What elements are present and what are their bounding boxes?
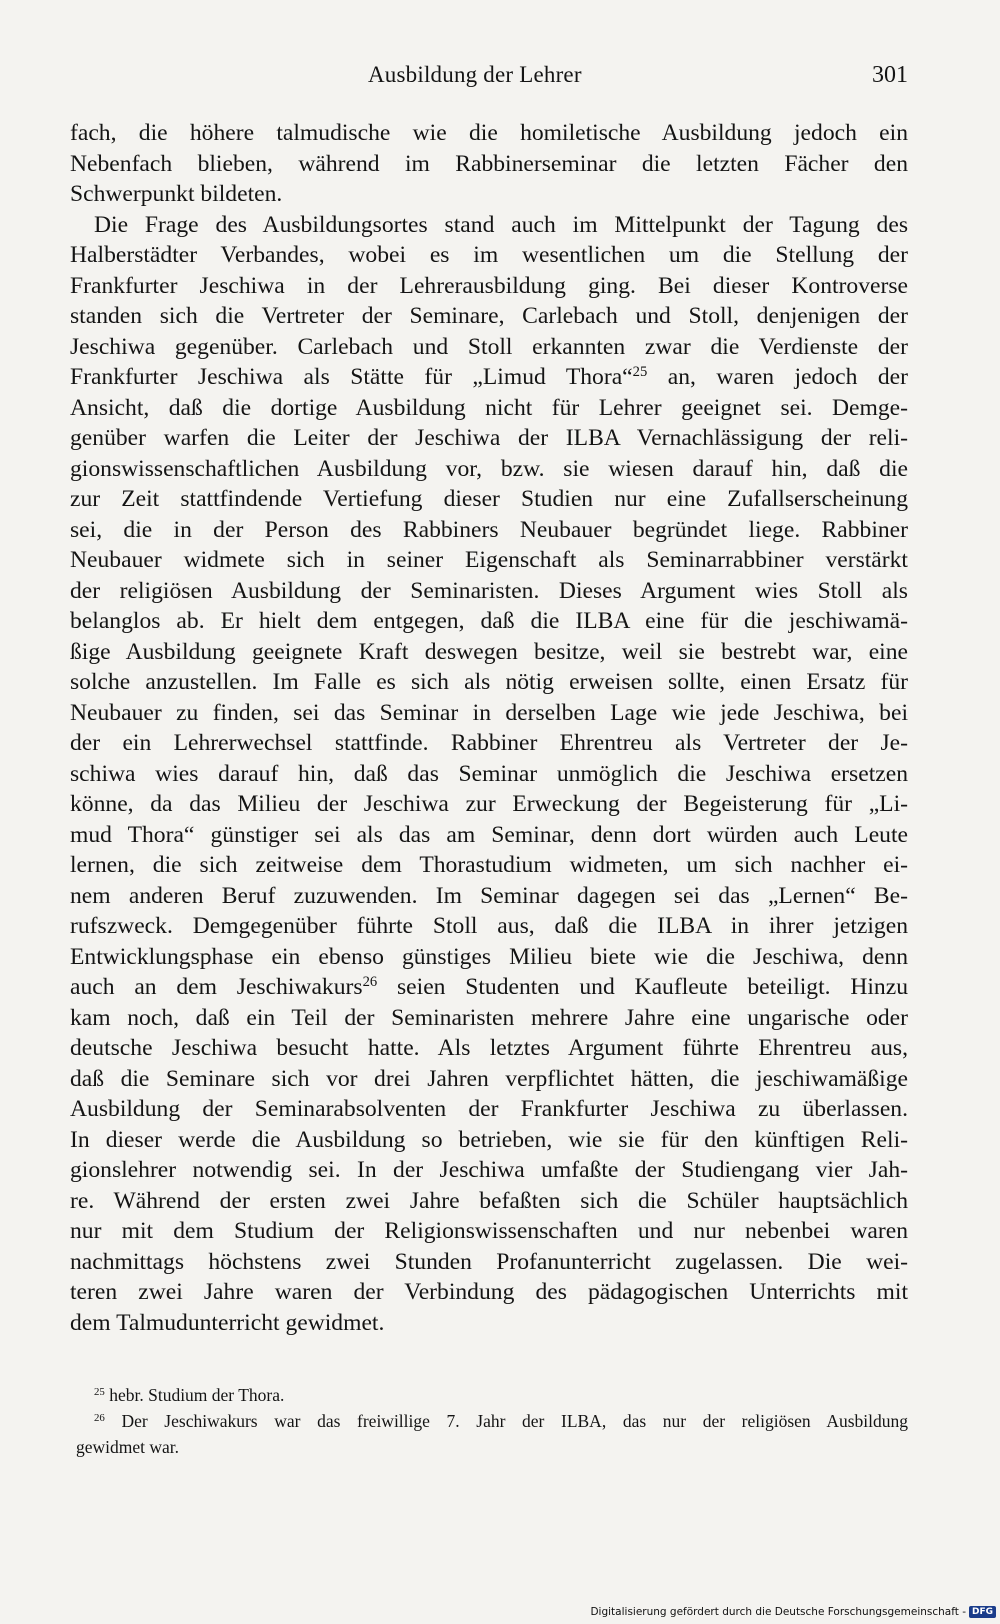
text-line: standen sich die Vertreter der Seminare, Carlebach und Stoll, denjenigen der [70, 303, 908, 329]
dfg-credit [590, 1604, 996, 1620]
text-line: Ansicht, daß die dortige Ausbildung nicht für Lehrer geeignet sei. Demge- [70, 394, 908, 421]
text-line: der religiösen Ausbildung der Seminaristen. Dieses Argument wies Stoll als [70, 577, 908, 604]
text-line: nem anderen Beruf zuzuwenden. Im Seminar dagegen sei das „Lernen“ Be- [70, 882, 908, 909]
text-line-start: auch an dem Jeschiwakurs [70, 974, 363, 1000]
text-line: kam noch, daß ein Teil der Seminaristen mehrere Jahre eine ungarische oder [70, 1004, 908, 1031]
text-line: rufszweck. Demgegenüber führte Stoll aus, daß die ILBA in ihrer jetzigen [70, 913, 908, 939]
text-line: gionswissenschaftlichen Ausbildung vor, bzw. sie wiesen darauf hin, daß die [70, 455, 908, 482]
text-line-end: an, waren jedoch der [647, 364, 909, 390]
footnote-ref-25: 25 [632, 363, 648, 380]
text-line: könne, da das Milieu der Jeschiwa zur Erweckung der Begeisterung für „Li- [70, 791, 908, 817]
text-line: ßige Ausbildung geeignete Kraft deswegen besitze, weil sie bestrebt war, eine [70, 638, 908, 665]
text-line-start: Frankfurter Jeschiwa als Stätte für „Limud Thora“ [70, 364, 633, 390]
footnotes [76, 1382, 908, 1460]
dfg-credit-text: Digitalisierung gefördert durch die Deutsche Forschungsgemeinschaft - [590, 1606, 966, 1618]
text-line: In dieser werde die Ausbildung so betrieben, wie sie für den künftigen Reli- [70, 1126, 908, 1153]
footnote-25-text: hebr. Studium der Thora. [104, 1385, 285, 1405]
footnote-25 [76, 1382, 908, 1408]
text-line: Die Frage des Ausbildungsortes stand auch im Mittelpunkt der Tagung des [94, 211, 908, 238]
footnote-mark-26: 26 [94, 1412, 105, 1425]
text-line: re. Während der ersten zwei Jahre befaßten sich die Schüler hauptsächlich [70, 1187, 908, 1214]
page-number: 301 [872, 62, 908, 88]
running-title: Ausbildung der Lehrer [368, 62, 582, 87]
text-line: Ausbildung der Seminarabsolventen der Frankfurter Jeschiwa zu überlassen. [70, 1096, 908, 1122]
body-text [70, 118, 908, 1338]
text-line-with-note [70, 362, 908, 393]
text-line: mud Thora“ günstiger sei als das am Seminar, denn dort würden auch Leute [70, 821, 908, 848]
text-line: schiwa wies darauf hin, daß das Seminar unmöglich die Jeschiwa ersetzen [70, 760, 908, 787]
running-head [68, 62, 908, 94]
text-line: Halberstädter Verbandes, wobei es im wesentlichen um die Stellung der [70, 242, 908, 268]
footnote-mark-25: 25 [94, 1386, 105, 1399]
text-line: gionslehrer notwendig sei. In der Jeschiwa umfaßte der Studiengang vier Jah- [70, 1157, 908, 1183]
text-line: sei, die in der Person des Rabbiners Neubauer begründet liege. Rabbiner [70, 516, 908, 543]
text-line: deutsche Jeschiwa besucht hatte. Als letztes Argument führte Ehrentreu aus, [70, 1035, 908, 1061]
text-line: teren zwei Jahre waren der Verbindung des pädagogischen Unterrichts mit [70, 1279, 908, 1305]
text-line: Schwerpunkt bildeten. [70, 181, 283, 207]
text-line: Nebenfach blieben, während im Rabbinerseminar die letzten Fächer den [70, 150, 908, 177]
text-line: zur Zeit stattfindende Vertiefung dieser Studien nur eine Zufallserscheinung [70, 486, 908, 512]
text-line-end: seien Studenten und Kaufleute beteiligt. Hinzu [377, 974, 908, 1000]
text-line: lernen, die sich zeitweise dem Thorastudium widmeten, um sich nachher ei- [70, 852, 908, 878]
text-line-with-note [70, 972, 908, 1003]
footnote-26 [76, 1408, 908, 1434]
text-line: Neubauer zu finden, sei das Seminar in derselben Lage wie jede Jeschiwa, bei [70, 699, 908, 726]
footnote-ref-26: 26 [362, 973, 378, 990]
text-line: nachmittags höchstens zwei Stunden Profanunterricht zugelassen. Die wei- [70, 1248, 908, 1275]
text-line: dem Talmudunterricht gewidmet. [70, 1309, 385, 1336]
text-line: Frankfurter Jeschiwa in der Lehrerausbildung ging. Bei dieser Kontroverse [70, 272, 908, 299]
dfg-logo: DFG [969, 1606, 996, 1618]
text-line: belanglos ab. Er hielt dem entgegen, daß die ILBA eine für die jeschiwamä- [70, 608, 908, 634]
text-line: Entwicklungsphase ein ebenso günstiges Milieu biete wie die Jeschiwa, denn [70, 943, 908, 970]
text-line: Jeschiwa gegenüber. Carlebach und Stoll erkannten zwar die Verdienste der [70, 333, 908, 360]
text-line: der ein Lehrerwechsel stattfinde. Rabbiner Ehrentreu als Vertreter der Je- [70, 730, 908, 756]
footnote-26-text: Der Jeschiwakurs war das freiwillige 7. Jahr der ILBA, das nur der religiösen Ausbildung [104, 1411, 908, 1431]
text-line: genüber warfen die Leiter der Jeschiwa der ILBA Vernachlässigung der reli- [70, 425, 908, 451]
text-line: fach, die höhere talmudische wie die homiletische Ausbildung jedoch ein [70, 120, 908, 146]
text-line: Neubauer widmete sich in seiner Eigenschaft als Seminarrabbiner verstärkt [70, 547, 908, 573]
text-line: solche anzustellen. Im Falle es sich als nötig erweisen sollte, einen Ersatz für [70, 669, 908, 695]
footnote-26-continued: gewidmet war. [76, 1437, 180, 1457]
text-line: daß die Seminare sich vor drei Jahren verpflichtet hätten, die jeschiwamäßige [70, 1065, 908, 1092]
text-line: nur mit dem Studium der Religionswissenschaften und nur nebenbei waren [70, 1218, 908, 1244]
